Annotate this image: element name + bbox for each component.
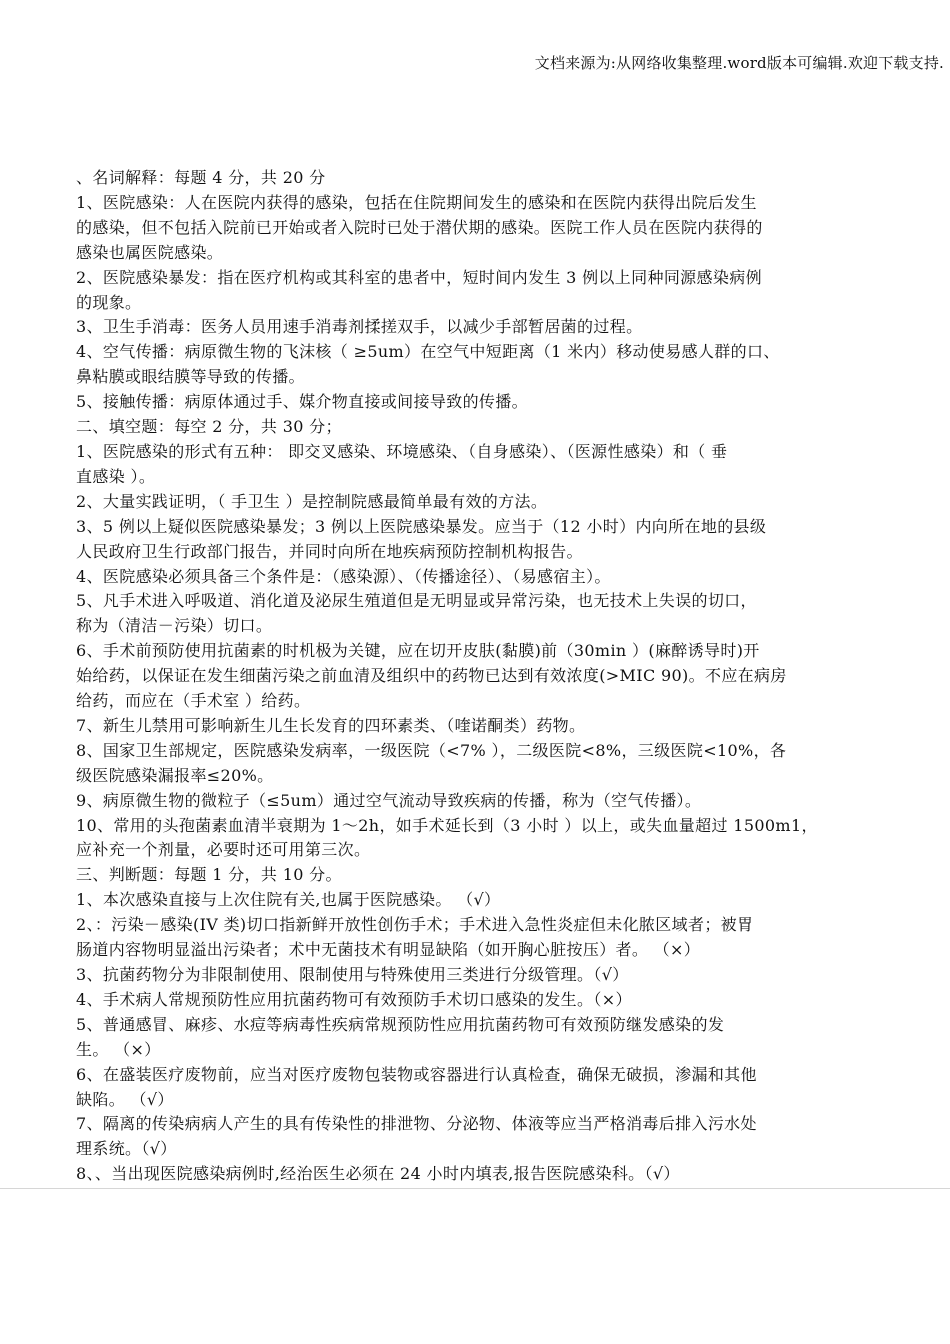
text-line: 1、医院感染：人在医院内获得的感染，包括在住院期间发生的感染和在医院内获得出院后发生 (76, 192, 757, 212)
text-line: 7、隔离的传染病病人产生的具有传染性的排泄物、分泌物、体液等应当严格消毒后排入污水处 (76, 1114, 757, 1134)
text-line: 3、抗菌药物分为非限制使用、限制使用与特殊使用三类进行分级管理。（√） (76, 965, 629, 984)
text-line: 缺陷。 （√） (76, 1089, 174, 1109)
text-line: 10、常用的头孢菌素血清半衰期为 1～2h，如手术延长到（3 小时 ）以上，或失血量超过 1500m1， (76, 815, 818, 835)
text-line: 1、本次感染直接与上次住院有关,也属于医院感染。 （√） (76, 890, 501, 910)
document-body (76, 166, 872, 1187)
text-line: 人民政府卫生行政部门报告，并同时向所在地疾病预防控制机构报告。 (76, 541, 583, 561)
text-line: 4、手术病人常规预防性应用抗菌药物可有效预防手术切口感染的发生。（×） (76, 989, 632, 1009)
text-line: 鼻粘膜或眼结膜等导致的传播。 (76, 367, 305, 387)
text-line: 6、手术前预防使用抗菌素的时机极为关键，应在切开皮肤(黏膜)前（30min ）(麻醉诱导时)开 (76, 641, 760, 661)
text-line: 的现象。 (76, 292, 142, 312)
text-line: 2、大量实践证明，（ 手卫生 ）是控制院感最简单最有效的方法。 (76, 491, 548, 511)
text-line: 、名词解释：每题 4 分，共 20 分 (76, 168, 326, 187)
text-line: 2、医院感染暴发：指在医疗机构或其科室的患者中，短时间内发生 3 例以上同种同源感染病例 (76, 267, 762, 287)
text-line: 理系统。（√） (76, 1139, 177, 1159)
text-line: 级医院感染漏报率≤20%。 (76, 765, 274, 785)
text-line: 3、5 例以上疑似医院感染暴发；3 例以上医院感染暴发。应当于（12 小时）内向所在地的县级 (76, 516, 767, 536)
text-line: 的感染，但不包括入院前已开始或者入院时已处于潜伏期的感染。医院工作人员在医院内获得的 (76, 217, 763, 237)
text-line: 直感染 ）。 (76, 466, 156, 486)
text-line: 三、判断题：每题 1 分，共 10 分。 (76, 865, 342, 885)
page-divider (0, 1188, 950, 1189)
text-line: 称为（清洁－污染）切口。 (76, 616, 273, 636)
text-line: 3、卫生手消毒：医务人员用速手消毒剂揉搓双手，以减少手部暂居菌的过程。 (76, 317, 643, 337)
text-line: 8、国家卫生部规定，医院感染发病率，一级医院（<7% ），二级医院<8%，三级医院<10%，各 (76, 740, 787, 760)
text-line: 二、填空题：每空 2 分，共 30 分； (76, 417, 342, 437)
text-line: 肠道内容物明显溢出污染者；术中无菌技术有明显缺陷（如开胸心脏按压）者。 （×） (76, 940, 701, 960)
text-line: 感染也属医院感染。 (76, 242, 224, 262)
text-line: 5、接触传播：病原体通过手、媒介物直接或间接导致的传播。 (76, 392, 528, 412)
text-line: 8、、当出现医院感染病例时,经治医生必须在 24 小时内填表,报告医院感染科。（√） (76, 1164, 680, 1184)
text-line: 6、在盛装医疗废物前，应当对医疗废物包装物或容器进行认真检查，确保无破损，渗漏和其他 (76, 1064, 757, 1084)
text-line: 始给药，以保证在发生细菌污染之前血清及组织中的药物已达到有效浓度(>MIC 90)。不应在病房 (76, 666, 787, 686)
text-line: 应补充一个剂量，必要时还可用第三次。 (76, 840, 371, 860)
text-line: 7、新生儿禁用可影响新生儿生长发育的四环素类、（喹诺酮类）药物。 (76, 715, 586, 735)
text-line: 4、空气传播：病原微生物的飞沫核（ ≥5um）在空气中短距离（1 米内）移动使易感人群的口、 (76, 342, 780, 362)
text-line: 5、凡手术进入呼吸道、消化道及泌尿生殖道但是无明显或异常污染，也无技术上失误的切口， (76, 591, 757, 611)
text-line: 9、病原微生物的微粒子（≤5um）通过空气流动导致疾病的传播，称为（空气传播）。 (76, 790, 702, 810)
text-line: 4、医院感染必须具备三个条件是：（感染源）、（传播途径）、（易感宿主）。 (76, 566, 611, 586)
text-line: 5、普通感冒、麻疹、水痘等病毒性疾病常规预防性应用抗菌药物可有效预防继发感染的发 (76, 1014, 725, 1034)
text-line: 1、医院感染的形式有五种： 即交叉感染、环境感染、（自身感染）、（医源性感染）和（ 垂 (76, 441, 728, 461)
text-line: 给药，而应在（手术室 ）给药。 (76, 691, 311, 711)
text-line: 生。 （×） (76, 1039, 161, 1059)
page-header-source-note: 文档来源为:从网络收集整理.word版本可编辑.欢迎下载支持. (534, 54, 944, 72)
text-line: 2、：污染－感染(IV 类)切口指新鲜开放性创伤手术；手术进入急性炎症但未化脓区域者；被胃 (76, 915, 754, 935)
